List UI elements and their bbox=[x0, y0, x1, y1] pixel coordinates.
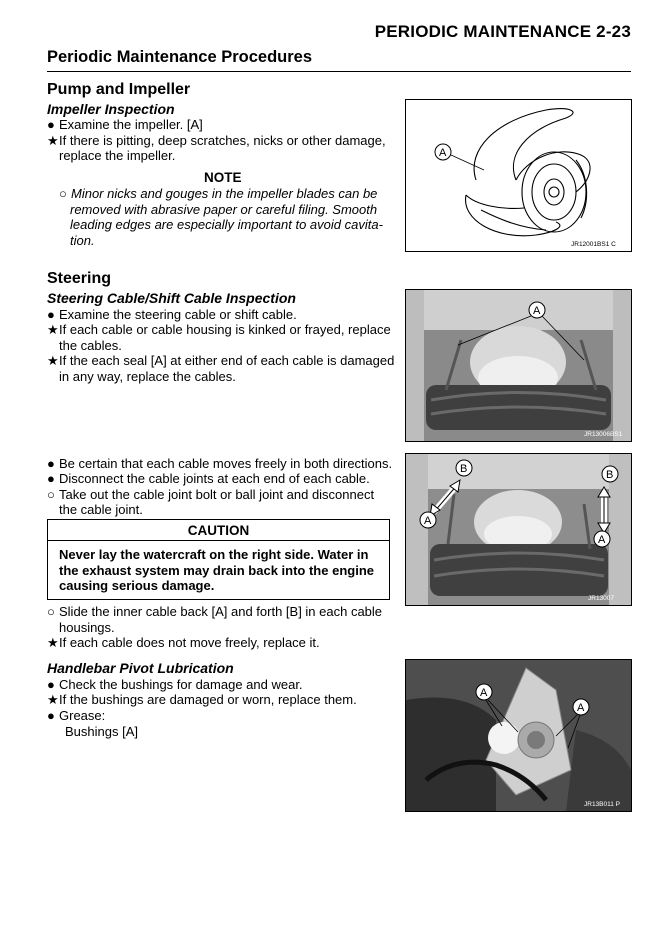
page-header-title: PERIODIC MAINTENANCE 2-23 bbox=[374, 22, 631, 41]
figure-label-a: A bbox=[439, 147, 447, 159]
list-item: in any way, replace the cables. bbox=[59, 369, 236, 384]
list-item: ● Grease: bbox=[47, 708, 106, 723]
caution-title: CAUTION bbox=[48, 520, 389, 541]
star-icon: ★ bbox=[47, 635, 59, 650]
figure-label-a: A bbox=[598, 534, 606, 546]
bullet-icon: ● bbox=[47, 456, 55, 471]
note-title: NOTE bbox=[204, 170, 242, 185]
circle-icon: ○ bbox=[59, 186, 67, 201]
circle-icon: ○ bbox=[47, 604, 55, 619]
star-icon: ★ bbox=[47, 353, 59, 368]
bullet-icon: ● bbox=[47, 708, 55, 723]
list-item: ● Examine the impeller. [A] bbox=[47, 117, 203, 132]
list-item: ★If each cable does not move freely, replace it. bbox=[47, 635, 320, 650]
figure-label-b: B bbox=[606, 469, 614, 481]
list-item: ★If the each seal [A] at either end of each cable is damaged bbox=[47, 353, 395, 368]
star-icon: ★ bbox=[47, 322, 59, 337]
list-item: Bushings [A] bbox=[65, 724, 138, 739]
list-item: housings. bbox=[59, 620, 115, 635]
list-item: ○ Slide the inner cable back [A] and forth [B] in each cable bbox=[47, 604, 383, 619]
caution-box bbox=[47, 519, 390, 600]
figure-label-a: A bbox=[577, 702, 585, 714]
figure-code: JR13007 bbox=[588, 595, 615, 602]
figure-code: JR13B011 P bbox=[584, 801, 621, 808]
star-icon: ★ bbox=[47, 692, 59, 707]
section-divider bbox=[47, 71, 631, 72]
bullet-icon: ● bbox=[47, 471, 55, 486]
section-title: Periodic Maintenance Procedures bbox=[47, 48, 313, 66]
list-item: ○ Take out the cable joint bolt or ball joint and disconnect bbox=[47, 487, 375, 502]
note-line: ○ Minor nicks and gouges in the impeller blades can be bbox=[59, 186, 378, 201]
pump-heading: Pump and Impeller bbox=[47, 81, 191, 98]
list-item: ★If the bushings are damaged or worn, replace them. bbox=[47, 692, 357, 707]
list-item: the cables. bbox=[59, 338, 122, 353]
impeller-figure bbox=[405, 99, 632, 252]
figure-code: JR13006BS1 bbox=[584, 431, 623, 438]
impeller-subheading: Impeller Inspection bbox=[47, 101, 175, 117]
figure-label-a: A bbox=[533, 305, 541, 317]
list-item: ● Be certain that each cable moves freely in both directions. bbox=[47, 456, 393, 471]
list-item: ● Examine the steering cable or shift cable. bbox=[47, 307, 297, 322]
figure-label-a: A bbox=[424, 515, 432, 527]
list-item: ★If each cable or cable housing is kinked or frayed, replace bbox=[47, 322, 391, 337]
list-item: replace the impeller. bbox=[59, 148, 176, 163]
steering-subheading: Steering Cable/Shift Cable Inspection bbox=[47, 290, 296, 306]
bullet-icon: ● bbox=[47, 307, 55, 322]
handlebar-subheading: Handlebar Pivot Lubrication bbox=[47, 660, 234, 676]
list-item: the cable joint. bbox=[59, 502, 143, 517]
figure-code: JR12001BS1 C bbox=[571, 241, 616, 248]
note-line: removed with abrasive paper or careful filing. Smooth bbox=[70, 202, 378, 217]
list-item: ★If there is pitting, deep scratches, nicks or other damage, bbox=[47, 133, 386, 148]
caution-text: Never lay the watercraft on the right side. Water in the exhaust system may drain back into the engine causing serious damage. bbox=[59, 547, 374, 593]
bullet-icon: ● bbox=[47, 677, 55, 692]
figure-label-b: B bbox=[460, 463, 468, 475]
handlebar-pivot-figure bbox=[405, 659, 632, 812]
star-icon: ★ bbox=[47, 133, 59, 148]
steering-heading: Steering bbox=[47, 270, 112, 287]
circle-icon: ○ bbox=[47, 487, 55, 502]
bullet-icon: ● bbox=[47, 117, 55, 132]
note-line: tion. bbox=[70, 233, 95, 248]
cable-seal-figure bbox=[405, 289, 632, 442]
figure-label-a: A bbox=[480, 687, 488, 699]
list-item: ● Check the bushings for damage and wear. bbox=[47, 677, 303, 692]
note-line: leading edges are especially important to avoid cavita- bbox=[70, 217, 383, 232]
list-item: ● Disconnect the cable joints at each end of each cable. bbox=[47, 471, 370, 486]
cable-movement-figure bbox=[405, 453, 632, 606]
